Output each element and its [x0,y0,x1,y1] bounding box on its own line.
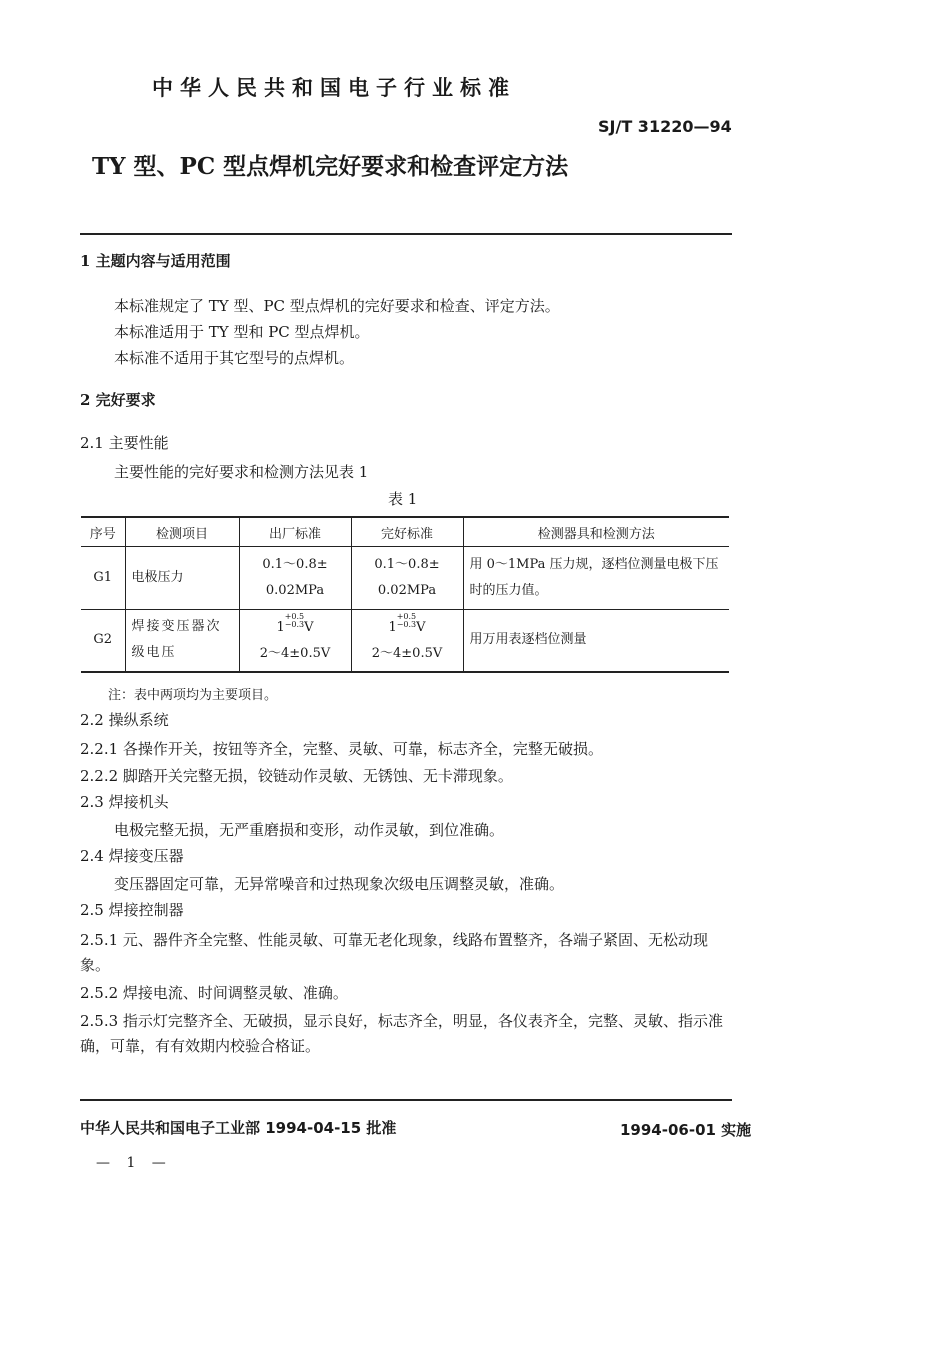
row-item: 焊接变压器次级电压 [125,610,239,672]
table-row [81,610,729,672]
section-1-heading: 1 主题内容与适用范围 [80,252,231,270]
table-caption: 表 1 [388,490,418,508]
row-factory-standard [239,547,351,610]
good-value-line-2: 2～4±0.5V [371,646,443,662]
factory-value-line-2: 2～4±0.5V [259,646,331,662]
good-value-line-1: 1 +0.5 −0.3 V [388,612,426,636]
section-2-1-heading: 2.1 主要性能 [80,434,169,452]
section-1-paragraph-3: 本标准不适用于其它型号的点焊机。 [114,349,355,367]
page-number: — 1 — [96,1155,172,1171]
row-method: 用 0～1MPa 压力规，逐档位测量电极下压时的压力值。 [463,547,729,610]
factory-value-line-1: 0.1～0.8± [262,557,328,572]
row-good-standard [351,547,463,610]
standard-category-title: 中华人民共和国电子行业标准 [152,75,516,100]
implementation-date: 1994-06-01 实施 [620,1121,752,1139]
section-1-paragraph-2: 本标准适用于 TY 型和 PC 型点焊机。 [114,323,370,341]
footer-divider [80,1099,732,1101]
section-2-5-1-text: 2.5.1 元、器件齐全完整、性能灵敏、可靠无老化现象，线路布置整齐，各端子紧固、无松动现象。 [80,931,708,974]
good-value-line-1: 0.1～0.8± [374,557,440,572]
table-note: 注：表中两项均为主要项目。 [108,688,278,703]
row-good-standard [351,610,463,672]
section-2-5-3-text: 2.5.3 指示灯完整齐全、无破损，显示良好，标志齐全，明显，各仪表齐全，完整、灵敏、指示准确，可靠，有有效期内校验合格证。 [80,1012,723,1055]
row-no: G2 [81,610,125,672]
header-no: 序号 [81,517,125,547]
factory-value-line-2: 0.02MPa [265,583,325,598]
row-method: 用万用表逐档位测量 [463,610,729,672]
good-value-line-2: 0.02MPa [377,583,437,598]
approval-line: 中华人民共和国电子工业部 1994-04-15 批准 [80,1119,397,1137]
table-1 [81,516,729,673]
row-no: G1 [81,547,125,610]
section-2-4-text: 变压器固定可靠，无异常噪音和过热现象次级电压调整灵敏，准确。 [114,875,565,893]
header-method: 检测器具和检测方法 [463,517,729,547]
factory-value-line-1: 1 +0.5 −0.3 V [276,612,314,636]
document-title: TY 型、PC 型点焊机完好要求和检查评定方法 [92,153,569,180]
header-factory-standard: 出厂标准 [239,517,351,547]
title-divider [80,233,732,235]
section-1-paragraph-1: 本标准规定了 TY 型、PC 型点焊机的完好要求和检查、评定方法。 [114,297,560,315]
section-2-2-heading: 2.2 操纵系统 [80,711,169,729]
header-good-standard: 完好标准 [351,517,463,547]
standard-code: SJ/T 31220—94 [598,117,732,136]
section-2-4-heading: 2.4 焊接变压器 [80,847,184,865]
section-2-2-1-text: 2.2.1 各操作开关，按钮等齐全，完整、灵敏、可靠，标志齐全，完整无破损。 [80,740,603,758]
table-row [81,547,729,610]
section-2-3-text: 电极完整无损，无严重磨损和变形，动作灵敏，到位准确。 [114,821,505,839]
section-2-3-heading: 2.3 焊接机头 [80,793,169,811]
row-factory-standard [239,610,351,672]
section-2-2-2-text: 2.2.2 脚踏开关完整无损，铰链动作灵敏、无锈蚀、无卡滞现象。 [80,767,513,785]
row-item: 电极压力 [125,547,239,610]
section-2-heading: 2 完好要求 [80,391,156,409]
header-item: 检测项目 [125,517,239,547]
section-2-5-heading: 2.5 焊接控制器 [80,901,184,919]
table-header-row [81,517,729,547]
section-2-1-text: 主要性能的完好要求和检测方法见表 1 [114,463,369,481]
section-2-5-2-text: 2.5.2 焊接电流、时间调整灵敏、准确。 [80,984,348,1002]
